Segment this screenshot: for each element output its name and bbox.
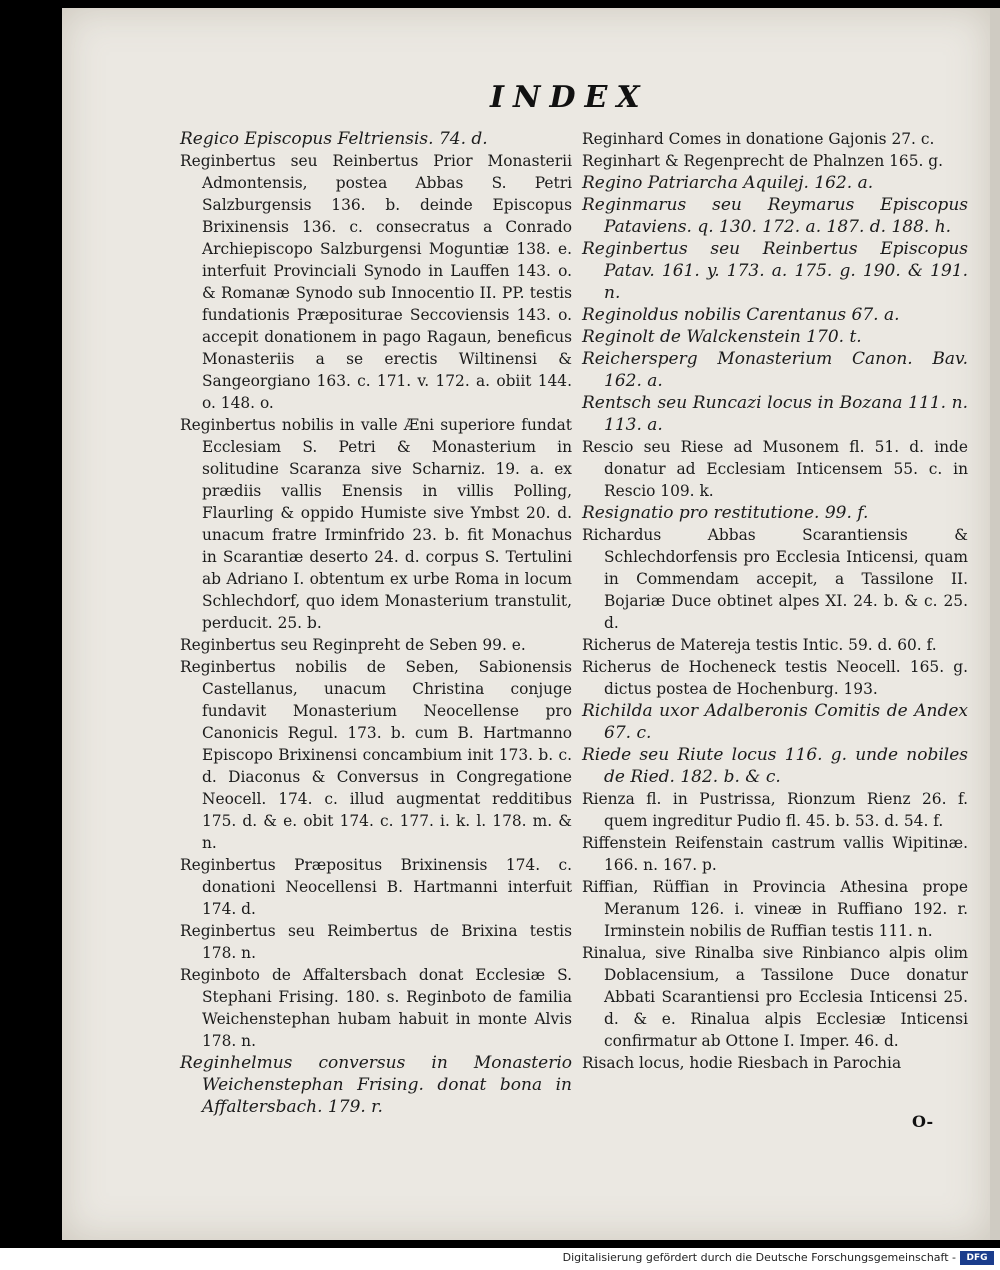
index-entry: Richardus Abbas Scarantiensis & Schlechdorfensis pro Ecclesia Inticensi, quam in Commendam accepit, a Tassilone II. Bojariæ Duce obtinet alpes XI. 24. b. & c. 25. d.: [582, 526, 968, 632]
dfg-logo-icon: DFG: [960, 1251, 994, 1265]
index-entry: Rienza fl. in Pustrissa, Rionzum Rienz 26. f. quem ingreditur Pudio fl. 45. b. 53. d. 54. f.: [582, 790, 968, 830]
index-entry: Reginmarus seu Reymarus Episcopus Pataviens. q. 130. 172. a. 187. d. 188. h.: [582, 195, 968, 237]
index-entry: Reginbertus nobilis de Seben, Sabionensis Castellanus, unacum Christina conjuge fundavit Monasterium Neocellense pro Canonicis Regul. 173. b. cum B. Hartmanno Episcopo Brixinensi concambium init 173. b. c. d. Diaconus & Conversus in Congregatione Neocell. 174. c. illud augmentat redditibus 175. d. & e. obit 174. c. 177. i. k. l. 178. m. & n.: [180, 658, 572, 852]
index-entry: Riede seu Riute locus 116. g. unde nobiles de Ried. 182. b. & c.: [582, 745, 968, 787]
footer-credit: Digitalisierung gefördert durch die Deutsche Forschungsgemeinschaft -: [562, 1251, 956, 1264]
index-entry: Regico Episcopus Feltriensis. 74. d.: [180, 129, 488, 149]
index-entry: Rentsch seu Runcazi locus in Bozana 111. n. 113. a.: [582, 393, 968, 435]
index-entry: Reginbertus seu Reinbertus Episcopus Patav. 161. y. 173. a. 175. g. 190. & 191. n.: [582, 239, 968, 303]
index-entry: Richilda uxor Adalberonis Comitis de Andex 67. c.: [582, 701, 968, 743]
index-entry: Reginhelmus conversus in Monasterio Weichenstephan Frising. donat bona in Affaltersbach. 179. r.: [180, 1053, 572, 1117]
index-entry: Reginbertus nobilis in valle Æni superiore fundat Ecclesiam S. Petri & Monasterium in solitudine Scaranza sive Scharniz. 19. a. ex prædiis vallis Enensis in villis Polling, Flaurling & oppido Humiste sive Ymbst 20. d. unacum fratre Irminfrido 23. b. fit Monachus in Scarantiæ deserto 24. d. corpus S. Tertulini ab Adriano I. obtentum ex urbe Roma in locum Schlechdorf, quo idem Monasterium transtulit, perducit. 25. b.: [180, 416, 572, 632]
index-entry: Reginhart & Regenprecht de Phalnzen 165. g.: [582, 152, 944, 170]
index-entry: Reginbertus Præpositus Brixinensis 174. c. donationi Neocellensi B. Hartmanni interfuit 174. d.: [180, 856, 572, 918]
left-column: [180, 128, 572, 1118]
index-entry: Reichersperg Monasterium Canon. Bav. 162. a.: [582, 349, 968, 391]
index-entry: Regino Patriarcha Aquilej. 162. a.: [582, 173, 874, 193]
catchword: O-: [912, 1112, 934, 1131]
index-entry: Reginoldus nobilis Carentanus 67. a.: [582, 305, 900, 325]
index-entry: Riffenstein Reifenstain castrum vallis Wipitinæ. 166. n. 167. p.: [582, 834, 968, 874]
index-entry: Reginbertus seu Reinbertus Prior Monasterii Admontensis, postea Abbas S. Petri Salzburgensis 136. b. deinde Episcopus Brixinensis 136. c. consecratus a Conrado Archiepiscopo Salzburgensi Moguntiæ 138. e. interfuit Provinciali Synodo in Lauffen 143. o. & Romanæ Synodo sub Innocentio II. PP. testis fundationis Præpositurae Seccoviensis 143. o. accepit donationem in pago Ragaun, beneficus Monasteriis a se erectis Wiltinensi & Sangeorgiano 163. c. 171. v. 172. a. obiit 144. o. 148. o.: [180, 152, 572, 412]
footer-bar: [0, 1248, 1000, 1270]
index-entry: Reginbertus seu Reimbertus de Brixina testis 178. n.: [180, 922, 572, 962]
page-edge: [990, 8, 1000, 1240]
index-entry: Reginboto de Affaltersbach donat Ecclesiæ S. Stephani Frising. 180. s. Reginboto de familia Weichenstephan hubam habuit in monte Alvis 178. n.: [180, 966, 572, 1050]
index-entry: Reginhard Comes in donatione Gajonis 27. c.: [582, 130, 935, 148]
index-entry: Reginolt de Walckenstein 170. t.: [582, 327, 862, 347]
index-entry: Resignatio pro restitutione. 99. f.: [582, 503, 869, 523]
index-entry: Rinalua, sive Rinalba sive Rinbianco alpis olim Doblacensium, a Tassilone Duce donatur Abbati Scarantiensi pro Ecclesia Inticensi 25. d. & e. Rinalua alpis Ecclesiæ Inticensi confirmatur ab Ottone I. Imper. 46. d.: [582, 944, 968, 1050]
index-entry: Rescio seu Riese ad Musonem fl. 51. d. inde donatur ad Ecclesiam Inticensem 55. c. in Rescio 109. k.: [582, 438, 968, 500]
index-entry: Reginbertus seu Reginpreht de Seben 99. e.: [180, 636, 526, 654]
right-column: [582, 128, 968, 1074]
page-title: INDEX: [490, 80, 649, 115]
index-entry: Riffian, Rüffian in Provincia Athesina prope Meranum 126. i. vineæ in Ruffiano 192. r. Irminstein nobilis de Ruffian testis 111. n.: [582, 878, 968, 940]
index-entry: Risach locus, hodie Riesbach in Parochia: [582, 1054, 902, 1072]
index-entry: Richerus de Matereja testis Intic. 59. d. 60. f.: [582, 636, 937, 654]
index-entry: Richerus de Hocheneck testis Neocell. 165. g. dictus postea de Hochenburg. 193.: [582, 658, 968, 698]
